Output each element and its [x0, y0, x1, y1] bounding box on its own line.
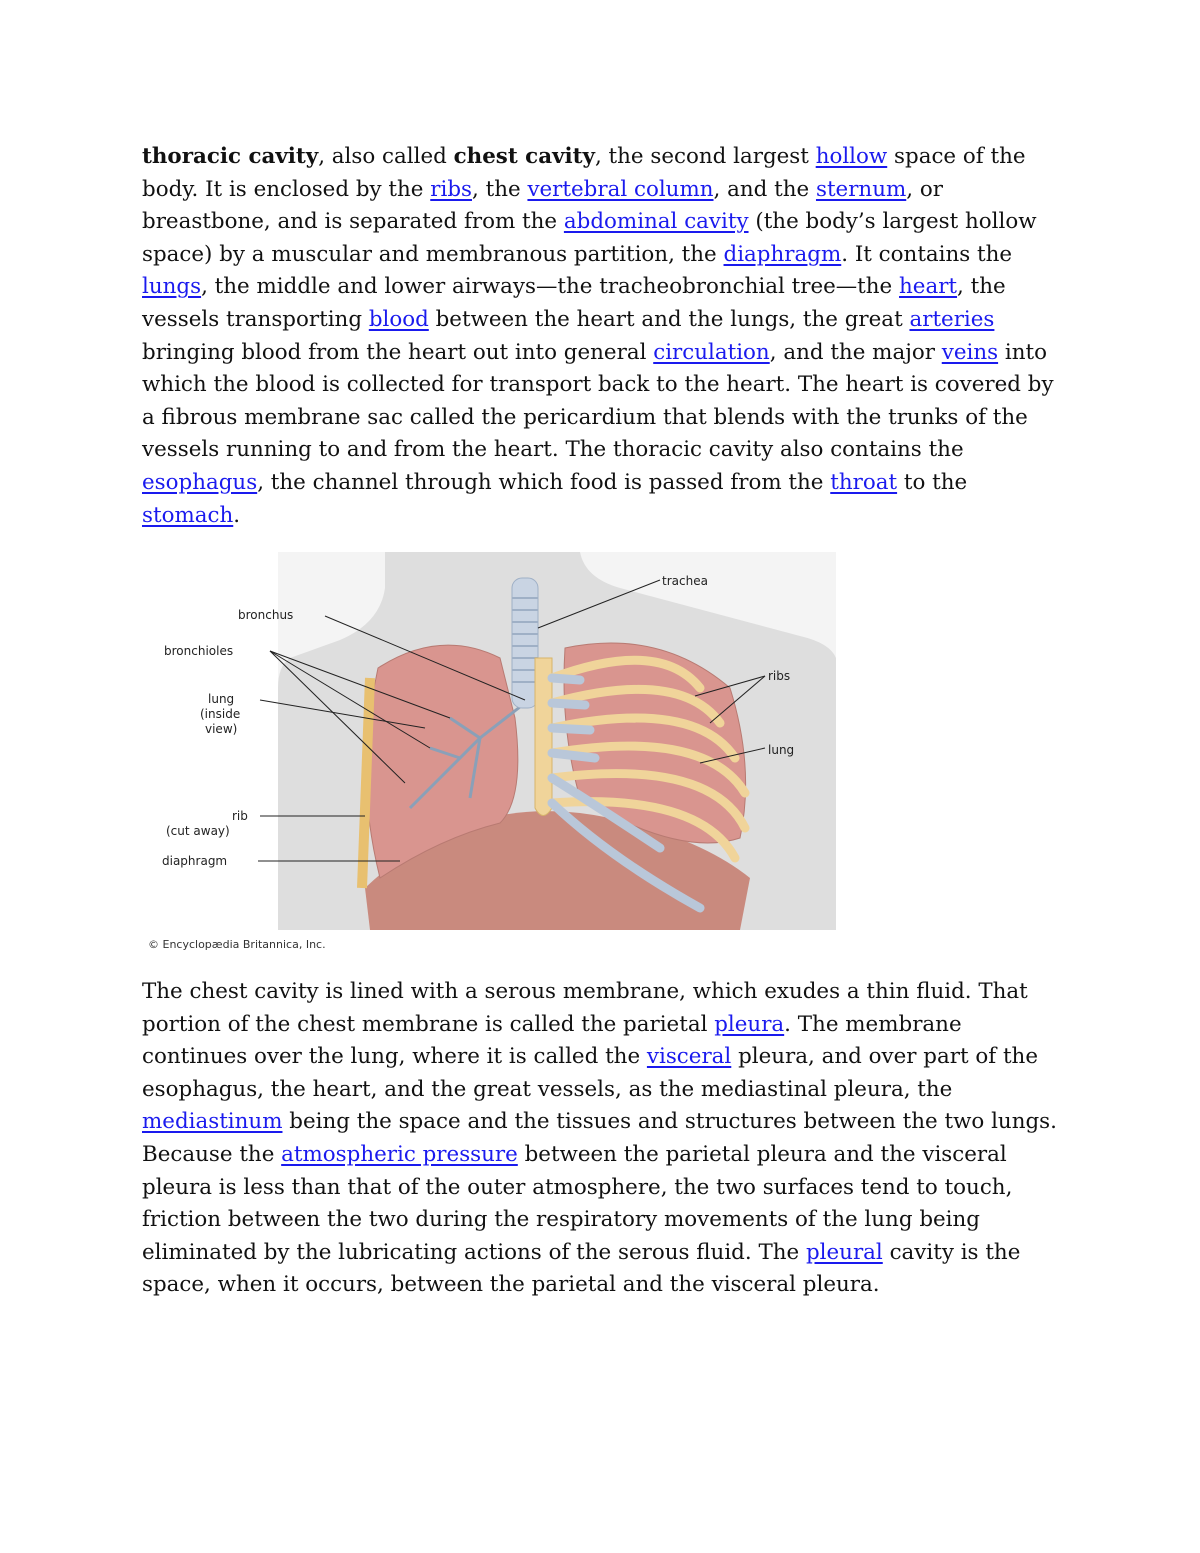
text-run: (the body’s largest hollow space) by a muscular and membranous partition, the: [142, 209, 1037, 267]
text-run: , the second largest: [594, 144, 816, 169]
link-mediastinum[interactable]: mediastinum: [142, 1109, 283, 1135]
text-run: into which the blood is collected for transport back to the heart. The heart is covered by a fibrous membrane sac called the pericardium that blends with the trunks of the vessels running to and from the heart. The thoracic cavity also contains the: [142, 339, 1054, 463]
link-diaphragm[interactable]: diaphragm: [723, 241, 842, 267]
label-lung: lung: [768, 743, 795, 757]
paragraph-thoracic-cavity: [142, 141, 1067, 532]
text-run: cavity is the space, when it occurs, between the parietal and the visceral pleura.: [142, 1239, 1021, 1298]
text-run: , and the major: [769, 339, 942, 365]
link-veins[interactable]: veins: [941, 339, 999, 365]
text-run: . It contains the: [841, 241, 1013, 267]
text-run: between the heart and the lungs, the great: [428, 306, 910, 332]
label-ribs: ribs: [768, 669, 791, 683]
text-run: , and the: [713, 176, 816, 202]
link-arteries[interactable]: arteries: [909, 306, 995, 332]
text-run: , the: [472, 176, 528, 202]
paragraph-chest-cavity-lining: [142, 976, 1067, 1302]
text-run: The chest cavity is lined with a serous membrane, which exudes a thin fluid. That portion of the chest membrane is called the parietal: [142, 979, 1028, 1037]
link-ribs[interactable]: ribs: [430, 176, 472, 202]
label-rib-cut-away: (cut away): [166, 824, 230, 838]
link-hollow[interactable]: hollow: [815, 144, 888, 169]
link-atmospheric-pressure[interactable]: atmospheric pressure: [281, 1141, 518, 1167]
link-throat[interactable]: throat: [830, 469, 898, 495]
label-bronchioles: bronchioles: [164, 644, 234, 658]
text-run: bringing blood from the heart out into general: [142, 339, 654, 365]
text-run: , or breastbone, and is separated from the: [142, 176, 943, 235]
thoracic-anatomy-figure: [140, 548, 840, 958]
text-run: being the space and the tissues and structures between the two lungs. Because the: [142, 1109, 1057, 1167]
link-heart[interactable]: heart: [899, 274, 958, 300]
text-run: pleura, and over part of the esophagus, the heart, and the great vessels, as the mediastinal pleura, the: [142, 1044, 1038, 1102]
link-stomach[interactable]: stomach: [142, 502, 234, 528]
text-run: . The membrane continues over the lung, where it is called the: [142, 1011, 962, 1070]
text-run: space of the body. It is enclosed by the: [142, 144, 1026, 202]
link-esophagus[interactable]: esophagus: [142, 469, 258, 495]
text-run: , the channel through which food is passed from the: [257, 469, 831, 495]
text-run: to the: [897, 469, 968, 495]
link-pleura[interactable]: pleura: [714, 1011, 785, 1037]
term-thoracic-cavity: thoracic cavity: [142, 144, 319, 169]
link-abdominal-cavity[interactable]: abdominal cavity: [563, 209, 749, 235]
text-run: , also called: [318, 144, 454, 169]
link-sternum[interactable]: sternum: [815, 176, 907, 202]
term-chest-cavity: chest cavity: [453, 144, 595, 169]
text-run: .: [233, 502, 241, 528]
label-lung-inside-1: lung: [208, 692, 235, 706]
label-lung-inside-2: (inside: [200, 707, 241, 721]
label-rib: rib: [232, 809, 248, 823]
label-trachea: trachea: [662, 574, 708, 588]
label-lung-inside-3: view): [205, 722, 238, 736]
figure-credit: © Encyclopædia Britannica, Inc.: [148, 938, 326, 951]
text-run: , the middle and lower airways—the tracheobronchial tree—the: [201, 274, 900, 300]
text-run: , the vessels transporting: [142, 274, 1006, 332]
link-lungs[interactable]: lungs: [142, 274, 202, 300]
label-bronchus: bronchus: [238, 608, 294, 622]
link-blood[interactable]: blood: [368, 306, 429, 332]
trachea-shape: [512, 578, 538, 708]
link-visceral[interactable]: visceral: [646, 1044, 732, 1070]
link-vertebral-column[interactable]: vertebral column: [527, 176, 714, 202]
anatomy-illustration: [140, 548, 840, 958]
link-pleural[interactable]: pleural: [805, 1239, 883, 1265]
text-run: between the parietal pleura and the visceral pleura is less than that of the outer atmosphere, the two surfaces tend to touch, friction between the two during the respiratory movements of the lung being eliminated by the lubricating actions of the serous fluid. The: [142, 1141, 1013, 1265]
label-diaphragm: diaphragm: [162, 854, 228, 868]
link-circulation[interactable]: circulation: [653, 339, 770, 365]
